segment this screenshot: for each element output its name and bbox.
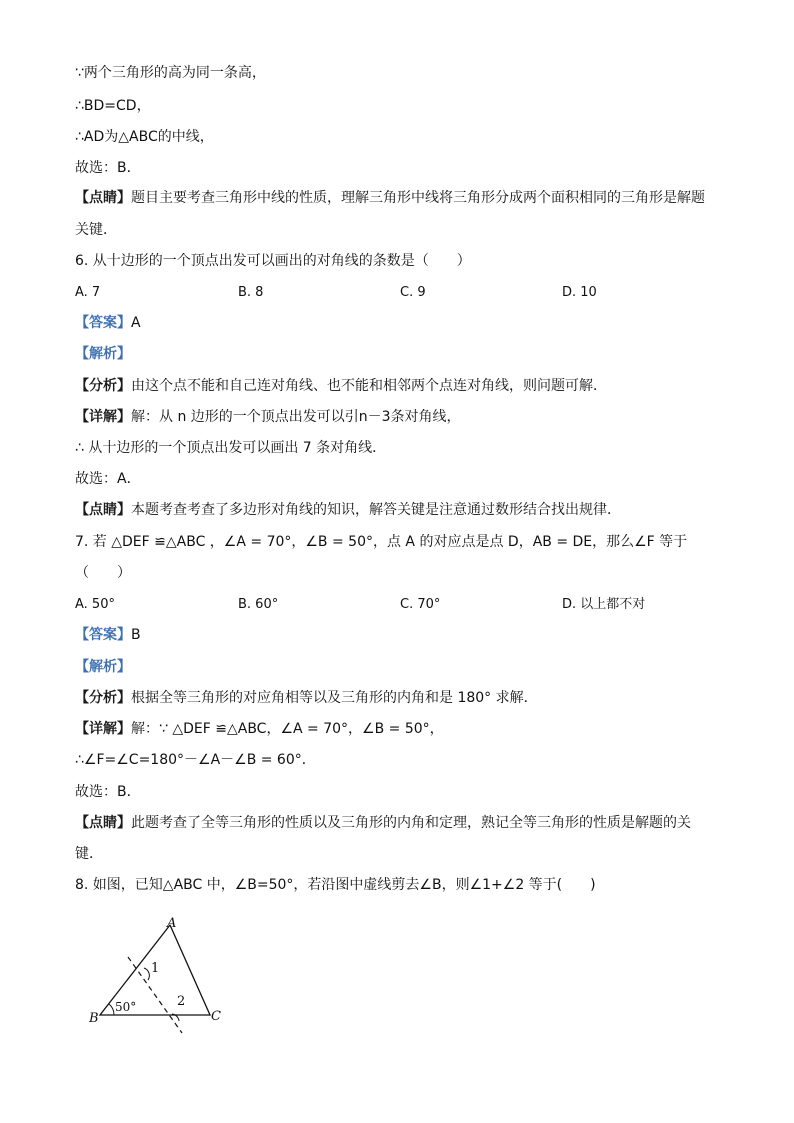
q7-option-c: C. 70°	[400, 597, 441, 612]
text-line: 关键．	[75, 222, 117, 238]
text-line: ∴BD=CD，	[75, 98, 151, 114]
question-6: 6. 从十边形的一个顶点出发可以画出的对角线的条数是（ ）	[75, 253, 471, 269]
q7-xiangjie	[75, 720, 444, 738]
label-angle-b: 50°	[115, 1000, 137, 1014]
q7-option-b: B. 60°	[238, 597, 279, 612]
note-line	[75, 189, 705, 207]
q7-fenxi	[75, 689, 538, 707]
q6-xiangjie	[75, 408, 461, 426]
text-line: 故选：B．	[75, 784, 141, 800]
q6-fenxi	[75, 377, 607, 395]
q7-option-a: A. 50°	[75, 597, 115, 612]
fenxi-text: 由这个点不能和自己连对角线、也不能和相邻两个点连对角线，则问题可解．	[131, 378, 607, 394]
q7-option-d: D. 以上都不对	[562, 597, 646, 612]
text-line: 故选：A．	[75, 471, 141, 487]
dianjing-tag: 【点睛】	[75, 815, 131, 831]
q7-dianjing	[75, 814, 691, 832]
xiangjie-tag: 【详解】	[75, 721, 131, 737]
dianjing-text: 此题考查了全等三角形的性质以及三角形的内角和定理，熟记全等三角形的性质是解题的关	[131, 815, 691, 831]
q6-option-d: D. 10	[562, 285, 597, 300]
angle-1-arc	[144, 968, 149, 980]
xiangjie-text: 解：∵ △DEF ≌△ABC，∠A = 70°，∠B = 50°，	[131, 721, 444, 737]
q7-bracket: （ ）	[75, 565, 131, 581]
q6-option-b: B. 8	[238, 285, 264, 300]
dianjing-tag: 【点睛】	[75, 502, 131, 518]
dianjing-text: 本题考查考查了多边形对角线的知识，解答关键是注意通过数形结合找出规律．	[131, 502, 621, 518]
label-angle-2: 2	[177, 994, 186, 1009]
text-line: 故选：B．	[75, 160, 141, 176]
text-line: 键．	[75, 846, 103, 862]
xiangjie-tag: 【详解】	[75, 409, 131, 425]
fenxi-tag: 【分析】	[75, 690, 131, 706]
question-8: 8. 如图，已知△ABC 中，∠B=50°，若沿图中虚线剪去∠B，则∠1+∠2 等于( )	[75, 877, 596, 893]
xiangjie-text: 解：从 n 边形的一个顶点出发可以引n－3条对角线，	[131, 409, 461, 425]
label-angle-1: 1	[151, 961, 160, 976]
fenxi-tag: 【分析】	[75, 378, 131, 394]
note-text: 题目主要考查三角形中线的性质，理解三角形中线将三角形分成两个面积相同的三角形是解题	[131, 190, 705, 206]
answer-tag: 【答案】	[75, 315, 131, 331]
label-c: C	[211, 1009, 221, 1024]
q6-analysis	[75, 345, 131, 363]
fenxi-text: 根据全等三角形的对应角相等以及三角形的内角和是 180° 求解．	[131, 690, 538, 706]
text-line: ∵两个三角形的高为同一条高，	[75, 65, 266, 81]
question-7: 7. 若 △DEF ≌△ABC ，∠A = 70°，∠B = 50°，点 A 的对应点是点 D，AB = DE，那么∠F 等于	[75, 534, 688, 550]
analysis-tag: 【解析】	[75, 346, 131, 362]
text-line: ∴AD为△ABC的中线，	[75, 129, 214, 145]
label-a: A	[167, 916, 177, 931]
text-line: ∴∠F=∠C=180°－∠A－∠B = 60°．	[75, 752, 316, 768]
angle-b-arc	[109, 1004, 114, 1015]
label-b: B	[89, 1011, 99, 1026]
answer-value: A	[131, 315, 141, 331]
q6-dianjing	[75, 501, 621, 519]
analysis-tag: 【解析】	[75, 659, 131, 675]
text-line: ∴ 从十边形的一个顶点出发可以画出 7 条对角线．	[75, 440, 387, 456]
q7-answer	[75, 626, 141, 644]
q7-analysis	[75, 658, 131, 676]
answer-tag: 【答案】	[75, 627, 131, 643]
answer-value: B	[131, 627, 141, 643]
q6-option-a: A. 7	[75, 285, 101, 300]
q6-option-c: C. 9	[400, 285, 426, 300]
q6-answer	[75, 314, 141, 332]
note-tag: 【点睛】	[75, 190, 131, 206]
